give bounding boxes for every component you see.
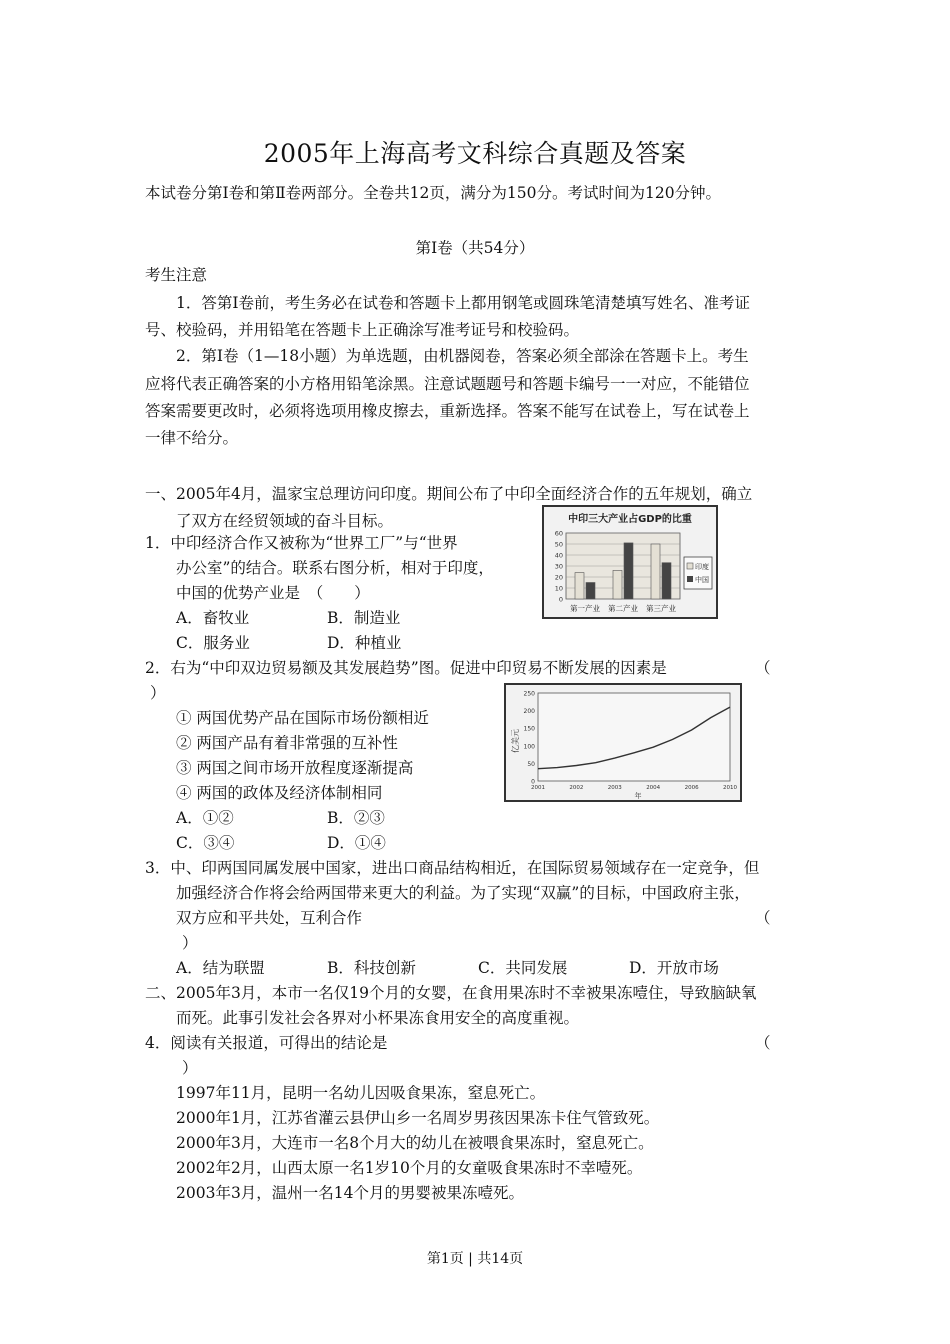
q4-report: 2000年1月，江苏省灌云县伊山乡一名周岁男孩因果冻卡住气管致死。 bbox=[176, 1109, 660, 1127]
y-tick-label: 40 bbox=[554, 551, 563, 560]
x-tick-label: 2002 bbox=[569, 785, 584, 791]
trade-volume-chart bbox=[504, 683, 742, 802]
x-tick-label: 2001 bbox=[531, 785, 545, 791]
q3-option: D．开放市场 bbox=[629, 959, 719, 977]
q4-paren-close: ） bbox=[182, 1059, 198, 1077]
bar-china bbox=[586, 583, 595, 600]
y-tick-label: 60 bbox=[554, 529, 563, 538]
q2-option: B．②③ bbox=[327, 809, 385, 827]
q1-stem-line: 中国的优势产业是 （ ） bbox=[176, 584, 370, 602]
notice-heading: 考生注意 bbox=[145, 266, 208, 284]
q3-paren-open: （ bbox=[755, 909, 771, 927]
industry-gdp-chart bbox=[542, 505, 718, 619]
q4-report: 1997年11月，昆明一名幼儿因吸食果冻，窒息死亡。 bbox=[176, 1084, 546, 1102]
y-tick-label: 20 bbox=[554, 573, 563, 582]
q1-stem-line: 办公室”的结合。联系右图分析，相对于印度， bbox=[176, 559, 494, 577]
notice-2-line: 应将代表正确答案的小方格用铅笔涂黑。注意试题题号和答题卡编号一一对应，不能错位 bbox=[145, 375, 750, 393]
y-tick-label: 0 bbox=[531, 778, 535, 786]
q4-stem-line: 4．阅读有关报道，可得出的结论是 bbox=[145, 1034, 388, 1052]
bar-china bbox=[624, 543, 633, 599]
q2-paren-open: （ bbox=[755, 659, 771, 677]
q1-option: A．畜牧业 bbox=[176, 609, 250, 627]
notice-2-line: 一律不给分。 bbox=[145, 429, 239, 447]
q2-item: ② 两国产品有着非常强的互补性 bbox=[176, 734, 398, 752]
notice-1-line: 号、校验码，并用铅笔在答题卡上正确涂写准考证号和校验码。 bbox=[145, 321, 580, 339]
legend-label-india: 印度 bbox=[695, 563, 709, 571]
q2-option: A．①② bbox=[176, 809, 234, 827]
part1-intro-line: 一、2005年4月，温家宝总理访问印度。期间公布了中印全面经济合作的五年规划，确立 bbox=[145, 485, 753, 503]
q2-item: ④ 两国的政体及经济体制相同 bbox=[176, 784, 383, 802]
q4-report: 2003年3月，温州一名14个月的男婴被果冻噎死。 bbox=[176, 1184, 525, 1202]
chart-legend bbox=[684, 557, 712, 589]
legend-swatch-india bbox=[687, 563, 693, 569]
q3-option: C．共同发展 bbox=[478, 959, 568, 977]
y-tick-label: 0 bbox=[558, 595, 563, 604]
section-heading: 第Ⅰ卷（共54分） bbox=[415, 239, 535, 257]
y-axis-label: 亿美元 bbox=[511, 729, 520, 753]
bar-india bbox=[613, 570, 622, 599]
q2-paren-close: ） bbox=[150, 684, 166, 702]
x-tick-label: 2004 bbox=[646, 785, 661, 791]
x-tick-label: 2006 bbox=[684, 785, 699, 791]
exam-title: 2005年上海高考文科综合真题及答案 bbox=[263, 139, 687, 168]
q2-option: D．①④ bbox=[327, 834, 386, 852]
q1-option: D．种植业 bbox=[327, 634, 402, 652]
q1-option: C．服务业 bbox=[176, 634, 250, 652]
notice-2-line: 答案需要更改时，必须将选项用橡皮擦去，重新选择。答案不能写在试卷上，写在试卷上 bbox=[145, 402, 750, 420]
y-tick-label: 200 bbox=[523, 708, 535, 716]
q2-option: C．③④ bbox=[176, 834, 235, 852]
plot-area bbox=[538, 693, 730, 781]
q2-item: ③ 两国之间市场开放程度逐渐提高 bbox=[176, 759, 414, 777]
q3-stem-line: 3．中、印两国同属发展中国家，进出口商品结构相近，在国际贸易领域存在一定竞争，但 bbox=[145, 859, 760, 877]
bar-india bbox=[651, 544, 660, 599]
part2-intro-line: 二、2005年3月，本市一名仅19个月的女婴，在食用果冻时不幸被果冻噎住，导致脑缺氧 bbox=[145, 984, 757, 1002]
x-axis-label: 年 bbox=[634, 792, 642, 800]
page-footer: 第1页 | 共14页 bbox=[426, 1251, 524, 1267]
legend-label-china: 中国 bbox=[695, 576, 709, 584]
x-tick-label: 第三产业 bbox=[646, 604, 676, 613]
bar-india bbox=[575, 573, 584, 599]
y-tick-label: 30 bbox=[554, 562, 563, 571]
q4-report: 2000年3月，大连市一名8个月大的幼儿在被喂食果冻时，窒息死亡。 bbox=[176, 1134, 654, 1152]
y-tick-label: 150 bbox=[523, 725, 535, 733]
part1-intro-line: 了双方在经贸领域的奋斗目标。 bbox=[176, 512, 394, 530]
part2-intro-line: 而死。此事引发社会各界对小杯果冻食用安全的高度重视。 bbox=[176, 1009, 580, 1027]
x-tick-label: 第一产业 bbox=[570, 604, 600, 613]
q4-paren-open: （ bbox=[755, 1034, 771, 1052]
chart-title: 中印三大产业占GDP的比重 bbox=[568, 514, 692, 525]
q3-paren-close: ） bbox=[182, 934, 198, 952]
y-tick-label: 250 bbox=[523, 690, 535, 698]
x-tick-label: 第二产业 bbox=[608, 604, 638, 613]
y-tick-label: 100 bbox=[523, 743, 535, 751]
q1-stem-line: 1．中印经济合作又被称为“世界工厂”与“世界 bbox=[145, 534, 458, 552]
legend-swatch-china bbox=[687, 576, 693, 582]
y-tick-label: 50 bbox=[527, 760, 535, 768]
trade-volume-chart-svg bbox=[506, 685, 740, 800]
bar-china bbox=[662, 563, 671, 599]
q2-stem-line: 2．右为“中印双边贸易额及其发展趋势”图。促进中印贸易不断发展的因素是 bbox=[145, 659, 667, 677]
y-tick-label: 50 bbox=[554, 540, 563, 549]
intro-text: 本试卷分第Ⅰ卷和第Ⅱ卷两部分。全卷共12页，满分为150分。考试时间为120分钟。 bbox=[145, 184, 722, 202]
industry-gdp-chart-svg bbox=[544, 507, 716, 617]
notice-1-line: 1．答第Ⅰ卷前，考生务必在试卷和答题卡上都用钢笔或圆珠笔清楚填写姓名、准考证 bbox=[176, 294, 750, 312]
q2-item: ① 两国优势产品在国际市场份额相近 bbox=[176, 709, 429, 727]
q4-report: 2002年2月，山西太原一名1岁10个月的女童吸食果冻时不幸噎死。 bbox=[176, 1159, 643, 1177]
x-tick-label: 2010 bbox=[723, 785, 737, 791]
q1-option: B．制造业 bbox=[327, 609, 401, 627]
q3-stem-line: 加强经济合作将会给两国带来更大的利益。为了实现“双赢”的目标，中国政府主张， bbox=[176, 884, 750, 902]
notice-2-line: 2．第Ⅰ卷（1—18小题）为单选题，由机器阅卷，答案必须全部涂在答题卡上。考生 bbox=[176, 347, 749, 365]
q3-option: B．科技创新 bbox=[327, 959, 416, 977]
q3-stem-line: 双方应和平共处，互利合作 bbox=[176, 909, 363, 927]
q3-option: A．结为联盟 bbox=[176, 959, 265, 977]
y-tick-label: 10 bbox=[554, 584, 563, 593]
x-tick-label: 2003 bbox=[607, 785, 622, 791]
